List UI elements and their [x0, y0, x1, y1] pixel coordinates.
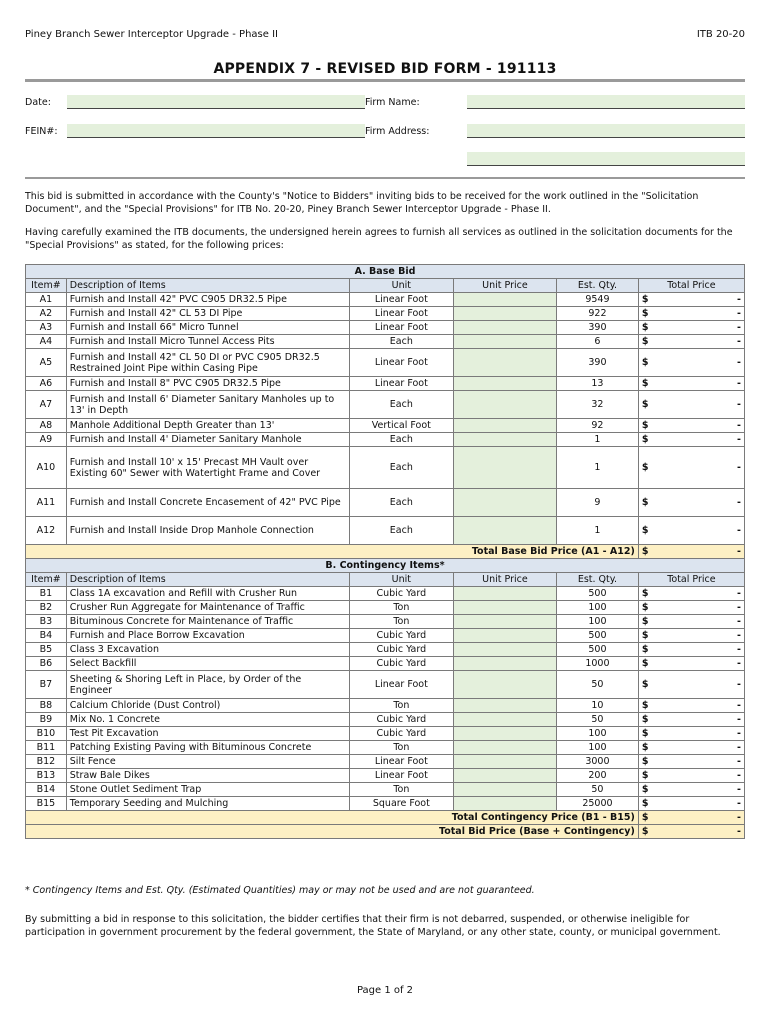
- table-row: [26, 671, 745, 699]
- sectionA-total-price: [638, 545, 744, 559]
- item-number: A3: [26, 321, 67, 335]
- item-unit: Ton: [349, 699, 453, 713]
- fields-rule: [25, 177, 745, 179]
- amount-dash: -: [737, 525, 741, 536]
- sectionB-title-row: [26, 559, 745, 573]
- table-row: [26, 797, 745, 811]
- contingency-note: * Contingency Items and Est. Qty. (Estimated Quantities) may or may not be used and are not guaranteed.: [25, 885, 535, 896]
- item-description: Furnish and Install 10' x 15' Precast MH Vault over Existing 60" Sewer with Watertight Frame and Cover: [66, 447, 349, 489]
- item-description: Class 3 Excavation: [66, 643, 349, 657]
- item-total-price: [638, 671, 744, 699]
- unit-price-input[interactable]: [453, 741, 556, 755]
- currency-symbol: $: [641, 420, 649, 431]
- bid-table: [25, 264, 745, 839]
- item-total-price: [638, 629, 744, 643]
- item-description: Stone Outlet Sediment Trap: [66, 783, 349, 797]
- item-total-price: [638, 657, 744, 671]
- item-unit: Cubic Yard: [349, 629, 453, 643]
- item-quantity: 200: [557, 769, 639, 783]
- item-total-price: [638, 741, 744, 755]
- currency-symbol: $: [641, 658, 649, 669]
- page-number: Page 1 of 2: [356, 985, 414, 996]
- item-number: B4: [26, 629, 67, 643]
- item-description: Furnish and Install 42" CL 50 DI or PVC C905 DR32.5 Restrained Joint Pipe within Casing Pipe: [66, 349, 349, 377]
- item-description: Patching Existing Paving with Bituminous Concrete: [66, 741, 349, 755]
- item-unit: Each: [349, 447, 453, 489]
- col-total-header: Total Price: [638, 279, 744, 293]
- item-description: Select Backfill: [66, 657, 349, 671]
- currency-symbol: $: [641, 294, 649, 305]
- item-unit: Cubic Yard: [349, 643, 453, 657]
- col-item-header: Item#: [26, 573, 67, 587]
- item-number: B14: [26, 783, 67, 797]
- sectionB-total-price: [638, 811, 744, 825]
- item-quantity: 50: [557, 783, 639, 797]
- item-quantity: 100: [557, 727, 639, 741]
- item-unit: Cubic Yard: [349, 727, 453, 741]
- table-row: [26, 321, 745, 335]
- item-number: B8: [26, 699, 67, 713]
- table-row: [26, 419, 745, 433]
- amount-dash: -: [737, 322, 741, 333]
- table-row: [26, 629, 745, 643]
- date-field[interactable]: [67, 95, 365, 109]
- item-number: A4: [26, 335, 67, 349]
- sectionB-total-row: [26, 811, 745, 825]
- item-quantity: 10: [557, 699, 639, 713]
- unit-price-input[interactable]: [453, 321, 556, 335]
- col-unit-price-header: Unit Price: [453, 279, 556, 293]
- table-row: [26, 769, 745, 783]
- unit-price-input[interactable]: [453, 797, 556, 811]
- unit-price-input[interactable]: [453, 629, 556, 643]
- col-item-header: Item#: [26, 279, 67, 293]
- currency-symbol: $: [641, 322, 649, 333]
- amount-dash: -: [737, 798, 741, 809]
- item-quantity: 500: [557, 643, 639, 657]
- item-quantity: 50: [557, 671, 639, 699]
- amount-dash: -: [737, 294, 741, 305]
- unit-price-input[interactable]: [453, 601, 556, 615]
- table-row: [26, 517, 745, 545]
- unit-price-input[interactable]: [453, 713, 556, 727]
- amount-dash: -: [737, 399, 741, 410]
- item-unit: Each: [349, 335, 453, 349]
- currency-symbol: $: [641, 784, 649, 795]
- firm-address-label: Firm Address:: [365, 126, 430, 137]
- item-total-price: [638, 783, 744, 797]
- unit-price-input[interactable]: [453, 433, 556, 447]
- unit-price-input[interactable]: [453, 293, 556, 307]
- amount-dash: -: [737, 784, 741, 795]
- item-number: A5: [26, 349, 67, 377]
- item-description: Bituminous Concrete for Maintenance of Traffic: [66, 615, 349, 629]
- item-description: Crusher Run Aggregate for Maintenance of Traffic: [66, 601, 349, 615]
- item-number: B5: [26, 643, 67, 657]
- amount-dash: -: [737, 336, 741, 347]
- fein-field[interactable]: [67, 124, 365, 138]
- amount-dash: -: [737, 497, 741, 508]
- item-quantity: 500: [557, 587, 639, 601]
- amount-dash: -: [737, 588, 741, 599]
- item-quantity: 100: [557, 615, 639, 629]
- item-unit: Each: [349, 391, 453, 419]
- item-quantity: 390: [557, 349, 639, 377]
- currency-symbol: $: [641, 798, 649, 809]
- sectionB-total-label: Total Contingency Price (B1 - B15): [26, 811, 639, 825]
- item-description: Temporary Seeding and Mulching: [66, 797, 349, 811]
- unit-price-input[interactable]: [453, 769, 556, 783]
- item-quantity: 1: [557, 433, 639, 447]
- column-header-row: [26, 573, 745, 587]
- table-row: [26, 433, 745, 447]
- col-total-header: Total Price: [638, 573, 744, 587]
- item-total-price: [638, 307, 744, 321]
- item-quantity: 6: [557, 335, 639, 349]
- currency-symbol: $: [641, 378, 649, 389]
- item-number: A6: [26, 377, 67, 391]
- item-description: Class 1A excavation and Refill with Crusher Run: [66, 587, 349, 601]
- unit-price-input[interactable]: [453, 447, 556, 489]
- item-number: B2: [26, 601, 67, 615]
- item-description: Furnish and Install 66" Micro Tunnel: [66, 321, 349, 335]
- col-unit-header: Unit: [349, 573, 453, 587]
- item-description: Furnish and Install Micro Tunnel Access Pits: [66, 335, 349, 349]
- currency-symbol: $: [641, 546, 649, 557]
- sectionA-total-label: Total Base Bid Price (A1 - A12): [26, 545, 639, 559]
- item-total-price: [638, 517, 744, 545]
- item-description: Silt Fence: [66, 755, 349, 769]
- currency-symbol: $: [641, 644, 649, 655]
- item-number: A11: [26, 489, 67, 517]
- currency-symbol: $: [641, 602, 649, 613]
- firm-address-field-2[interactable]: [467, 152, 745, 166]
- table-row: [26, 489, 745, 517]
- item-total-price: [638, 643, 744, 657]
- table-row: [26, 657, 745, 671]
- item-description: Furnish and Install 4' Diameter Sanitary Manhole: [66, 433, 349, 447]
- unit-price-input[interactable]: [453, 783, 556, 797]
- unit-price-input[interactable]: [453, 517, 556, 545]
- item-number: B10: [26, 727, 67, 741]
- col-desc-header: Description of Items: [66, 279, 349, 293]
- col-unit-price-header: Unit Price: [453, 573, 556, 587]
- item-number: A10: [26, 447, 67, 489]
- item-total-price: [638, 349, 744, 377]
- unit-price-input[interactable]: [453, 727, 556, 741]
- item-number: B1: [26, 587, 67, 601]
- currency-symbol: $: [641, 525, 649, 536]
- item-total-price: [638, 797, 744, 811]
- item-total-price: [638, 321, 744, 335]
- currency-symbol: $: [641, 630, 649, 641]
- firm-name-field[interactable]: [467, 95, 745, 109]
- item-quantity: 32: [557, 391, 639, 419]
- item-description: Furnish and Install 6' Diameter Sanitary Manholes up to 13' in Depth: [66, 391, 349, 419]
- grand-total-row: [26, 825, 745, 839]
- item-number: B7: [26, 671, 67, 699]
- item-quantity: 13: [557, 377, 639, 391]
- item-unit: Ton: [349, 615, 453, 629]
- currency-symbol: $: [641, 336, 649, 347]
- currency-symbol: $: [641, 679, 649, 690]
- currency-symbol: $: [641, 616, 649, 627]
- amount-dash: -: [737, 546, 741, 557]
- item-description: Furnish and Install 42" CL 53 DI Pipe: [66, 307, 349, 321]
- item-total-price: [638, 769, 744, 783]
- item-number: A1: [26, 293, 67, 307]
- item-quantity: 100: [557, 741, 639, 755]
- grand-total-price: [638, 825, 744, 839]
- currency-symbol: $: [641, 756, 649, 767]
- item-quantity: 92: [557, 419, 639, 433]
- unit-price-input[interactable]: [453, 489, 556, 517]
- amount-dash: -: [737, 420, 741, 431]
- intro-paragraph-1: This bid is submitted in accordance with the County's "Notice to Bidders" inviting bids to be received for the work outlined in the "Solicitation Document", and the "Special Provisions" for ITB No. 20-20, Piney Branch Sewer Interceptor Upgrade - Phase II.: [25, 191, 699, 215]
- grand-total-label: Total Bid Price (Base + Contingency): [26, 825, 639, 839]
- unit-price-input[interactable]: [453, 419, 556, 433]
- item-description: Manhole Additional Depth Greater than 13': [66, 419, 349, 433]
- amount-dash: -: [737, 826, 741, 837]
- item-unit: Linear Foot: [349, 293, 453, 307]
- currency-symbol: $: [641, 812, 649, 823]
- currency-symbol: $: [641, 826, 649, 837]
- firm-name-label: Firm Name:: [365, 97, 420, 108]
- item-total-price: [638, 391, 744, 419]
- unit-price-input[interactable]: [453, 755, 556, 769]
- item-description: Furnish and Install 42" PVC C905 DR32.5 Pipe: [66, 293, 349, 307]
- item-unit: Linear Foot: [349, 377, 453, 391]
- table-row: [26, 335, 745, 349]
- item-total-price: [638, 601, 744, 615]
- item-unit: Linear Foot: [349, 321, 453, 335]
- item-total-price: [638, 377, 744, 391]
- table-row: [26, 741, 745, 755]
- table-row: [26, 587, 745, 601]
- item-description: Furnish and Install 8" PVC C905 DR32.5 Pipe: [66, 377, 349, 391]
- item-number: A2: [26, 307, 67, 321]
- table-row: [26, 307, 745, 321]
- col-qty-header: Est. Qty.: [557, 279, 639, 293]
- currency-symbol: $: [641, 700, 649, 711]
- item-total-price: [638, 335, 744, 349]
- item-total-price: [638, 727, 744, 741]
- fein-label: FEIN#:: [25, 126, 58, 137]
- item-number: B11: [26, 741, 67, 755]
- firm-address-field-1[interactable]: [467, 124, 745, 138]
- currency-symbol: $: [641, 357, 649, 368]
- item-total-price: [638, 293, 744, 307]
- item-total-price: [638, 489, 744, 517]
- currency-symbol: $: [641, 434, 649, 445]
- item-unit: Each: [349, 433, 453, 447]
- item-unit: Each: [349, 489, 453, 517]
- item-quantity: 1: [557, 447, 639, 489]
- unit-price-input[interactable]: [453, 657, 556, 671]
- column-header-row: [26, 279, 745, 293]
- item-total-price: [638, 713, 744, 727]
- item-unit: Linear Foot: [349, 671, 453, 699]
- amount-dash: -: [737, 812, 741, 823]
- unit-price-input[interactable]: [453, 349, 556, 377]
- currency-symbol: $: [641, 462, 649, 473]
- amount-dash: -: [737, 434, 741, 445]
- item-quantity: 1000: [557, 657, 639, 671]
- unit-price-input[interactable]: [453, 377, 556, 391]
- item-description: Furnish and Place Borrow Excavation: [66, 629, 349, 643]
- item-total-price: [638, 433, 744, 447]
- item-unit: Vertical Foot: [349, 419, 453, 433]
- unit-price-input[interactable]: [453, 643, 556, 657]
- unit-price-input[interactable]: [453, 307, 556, 321]
- item-quantity: 9: [557, 489, 639, 517]
- sectionB-title: B. Contingency Items*: [26, 559, 745, 573]
- item-description: Furnish and Install Inside Drop Manhole Connection: [66, 517, 349, 545]
- unit-price-input[interactable]: [453, 671, 556, 699]
- item-unit: Linear Foot: [349, 349, 453, 377]
- item-number: B13: [26, 769, 67, 783]
- amount-dash: -: [737, 462, 741, 473]
- date-label: Date:: [25, 97, 51, 108]
- amount-dash: -: [737, 630, 741, 641]
- item-unit: Each: [349, 517, 453, 545]
- item-unit: Cubic Yard: [349, 657, 453, 671]
- item-number: A12: [26, 517, 67, 545]
- table-row: [26, 615, 745, 629]
- unit-price-input[interactable]: [453, 391, 556, 419]
- table-row: [26, 601, 745, 615]
- currency-symbol: $: [641, 308, 649, 319]
- item-description: Straw Bale Dikes: [66, 769, 349, 783]
- table-row: [26, 755, 745, 769]
- item-description: Furnish and Install Concrete Encasement of 42" PVC Pipe: [66, 489, 349, 517]
- item-quantity: 25000: [557, 797, 639, 811]
- header-project: Piney Branch Sewer Interceptor Upgrade - Phase II: [25, 29, 278, 40]
- table-row: [26, 699, 745, 713]
- item-number: B15: [26, 797, 67, 811]
- amount-dash: -: [737, 700, 741, 711]
- col-desc-header: Description of Items: [66, 573, 349, 587]
- table-row: [26, 447, 745, 489]
- intro-paragraph-2: Having carefully examined the ITB documents, the undersigned herein agrees to furnish all services as outlined in the solicitation documents for the "Special Provisions" as stated, for the following prices:: [25, 227, 733, 251]
- currency-symbol: $: [641, 497, 649, 508]
- item-unit: Linear Foot: [349, 769, 453, 783]
- item-description: Sheeting & Shoring Left in Place, by Order of the Engineer: [66, 671, 349, 699]
- col-qty-header: Est. Qty.: [557, 573, 639, 587]
- amount-dash: -: [737, 357, 741, 368]
- item-number: A9: [26, 433, 67, 447]
- item-unit: Cubic Yard: [349, 587, 453, 601]
- item-quantity: 9549: [557, 293, 639, 307]
- item-total-price: [638, 699, 744, 713]
- amount-dash: -: [737, 378, 741, 389]
- unit-price-input[interactable]: [453, 335, 556, 349]
- col-unit-header: Unit: [349, 279, 453, 293]
- item-description: Test Pit Excavation: [66, 727, 349, 741]
- amount-dash: -: [737, 714, 741, 725]
- unit-price-input[interactable]: [453, 615, 556, 629]
- amount-dash: -: [737, 756, 741, 767]
- item-quantity: 922: [557, 307, 639, 321]
- item-description: Calcium Chloride (Dust Control): [66, 699, 349, 713]
- item-number: B3: [26, 615, 67, 629]
- item-unit: Ton: [349, 601, 453, 615]
- amount-dash: -: [737, 770, 741, 781]
- item-number: A7: [26, 391, 67, 419]
- item-description: Mix No. 1 Concrete: [66, 713, 349, 727]
- item-quantity: 390: [557, 321, 639, 335]
- table-row: [26, 293, 745, 307]
- item-quantity: 500: [557, 629, 639, 643]
- table-row: [26, 349, 745, 377]
- item-unit: Linear Foot: [349, 755, 453, 769]
- item-quantity: 50: [557, 713, 639, 727]
- item-unit: Ton: [349, 783, 453, 797]
- item-quantity: 100: [557, 601, 639, 615]
- table-row: [26, 783, 745, 797]
- unit-price-input[interactable]: [453, 699, 556, 713]
- table-row: [26, 377, 745, 391]
- item-number: B9: [26, 713, 67, 727]
- currency-symbol: $: [641, 399, 649, 410]
- sectionA-total-row: [26, 545, 745, 559]
- amount-dash: -: [737, 308, 741, 319]
- header-itb: ITB 20-20: [696, 29, 745, 40]
- table-row: [26, 713, 745, 727]
- currency-symbol: $: [641, 770, 649, 781]
- item-total-price: [638, 755, 744, 769]
- amount-dash: -: [737, 658, 741, 669]
- item-number: A8: [26, 419, 67, 433]
- certification-note: By submitting a bid in response to this solicitation, the bidder certifies that their firm is not debarred, suspended, or otherwise ineligible for participation in government procurement by the federal government, the State of Maryland, or any other state, county, or municipal government.: [25, 914, 721, 938]
- item-total-price: [638, 419, 744, 433]
- currency-symbol: $: [641, 588, 649, 599]
- amount-dash: -: [737, 602, 741, 613]
- item-unit: Cubic Yard: [349, 713, 453, 727]
- sectionA-title-row: [26, 265, 745, 279]
- item-unit: Linear Foot: [349, 307, 453, 321]
- amount-dash: -: [737, 644, 741, 655]
- currency-symbol: $: [641, 728, 649, 739]
- item-unit: Ton: [349, 741, 453, 755]
- amount-dash: -: [737, 742, 741, 753]
- item-number: B6: [26, 657, 67, 671]
- item-total-price: [638, 447, 744, 489]
- item-quantity: 1: [557, 517, 639, 545]
- page-title: APPENDIX 7 - REVISED BID FORM - 191113: [213, 61, 557, 77]
- amount-dash: -: [737, 728, 741, 739]
- currency-symbol: $: [641, 714, 649, 725]
- item-quantity: 3000: [557, 755, 639, 769]
- currency-symbol: $: [641, 742, 649, 753]
- table-row: [26, 727, 745, 741]
- sectionA-title: A. Base Bid: [26, 265, 745, 279]
- unit-price-input[interactable]: [453, 587, 556, 601]
- title-rule: [25, 79, 745, 82]
- item-total-price: [638, 587, 744, 601]
- amount-dash: -: [737, 679, 741, 690]
- amount-dash: -: [737, 616, 741, 627]
- table-row: [26, 391, 745, 419]
- table-row: [26, 643, 745, 657]
- item-total-price: [638, 615, 744, 629]
- item-unit: Square Foot: [349, 797, 453, 811]
- item-number: B12: [26, 755, 67, 769]
